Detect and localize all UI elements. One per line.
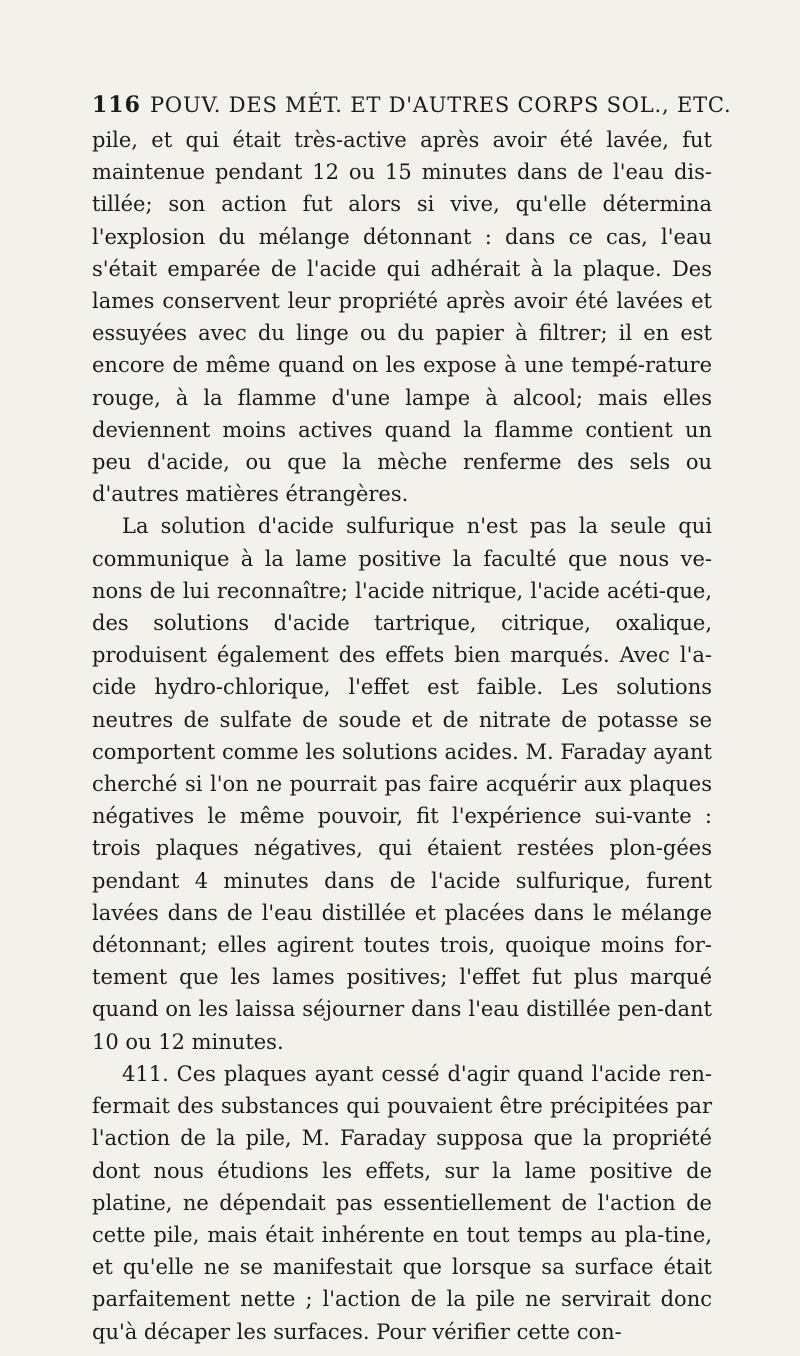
paragraph-1: pile, et qui était très-active après avoir été lavée, fut maintenue pendant 12 ou 15 minutes dans de l'eau dis-tillée; son action fut alors si vive, qu'elle détermina l'explosion du mélange détonnant : dans ce cas, l'eau s'était emparée de l'acide qui adhérait à la plaque. Des lames conservent leur propriété après avoir été lavées et essuyées avec du linge ou du papier à filtrer; il en est encore de même quand on les expose à une tempé-rature rouge, à la flamme d'une lampe à alcool; mais elles deviennent moins actives quand la flamme contient un peu d'acide, ou que la mèche renferme des sels ou d'autres matières étrangères.: [92, 128, 712, 507]
running-header: [92, 92, 732, 118]
paragraph-3: 411. Ces plaques ayant cessé d'agir quand l'acide ren-fermait des substances qui pouvaient être précipitées par l'action de la pile, M. Faraday supposa que la propriété dont nous étudions les effets, sur la lame positive de platine, ne dépendait pas essentiellement de l'action de cette pile, mais était inhérente en tout temps au pla-tine, et qu'elle ne se manifestait que lorsque sa surface était parfaitement nette ; l'action de la pile ne servirait donc qu'à décaper les surfaces. Pour vérifier cette con-: [92, 1061, 712, 1344]
running-header-title: POUV. DES MÉT. ET D'AUTRES CORPS SOL., ETC.: [150, 93, 732, 117]
page-number: 116: [92, 92, 141, 118]
page-body: [92, 124, 712, 1348]
paragraph-2: La solution d'acide sulfurique n'est pas la seule qui communique à la lame positive la faculté que nous ve-nons de lui reconnaître; l'acide nitrique, l'acide acéti-que, des solutions d'acide tartrique, citrique, oxalique, produisent également des effets bien marqués. Avec l'a-cide hydro-chlorique, l'effet est faible. Les solutions neutres de sulfate de soude et de nitrate de potasse se comportent comme les solutions acides. M. Faraday ayant cherché si l'on ne pourrait pas faire acquérir aux plaques négatives le même pouvoir, fit l'expérience sui-vante : trois plaques négatives, qui étaient restées plon-gées pendant 4 minutes dans de l'acide sulfurique, furent lavées dans de l'eau distillée et placées dans le mélange détonnant; elles agirent toutes trois, quoique moins for-tement que les lames positives; l'effet fut plus marqué quand on les laissa séjourner dans l'eau distillée pen-dant 10 ou 12 minutes.: [92, 514, 712, 1054]
book-page: [92, 92, 732, 1348]
